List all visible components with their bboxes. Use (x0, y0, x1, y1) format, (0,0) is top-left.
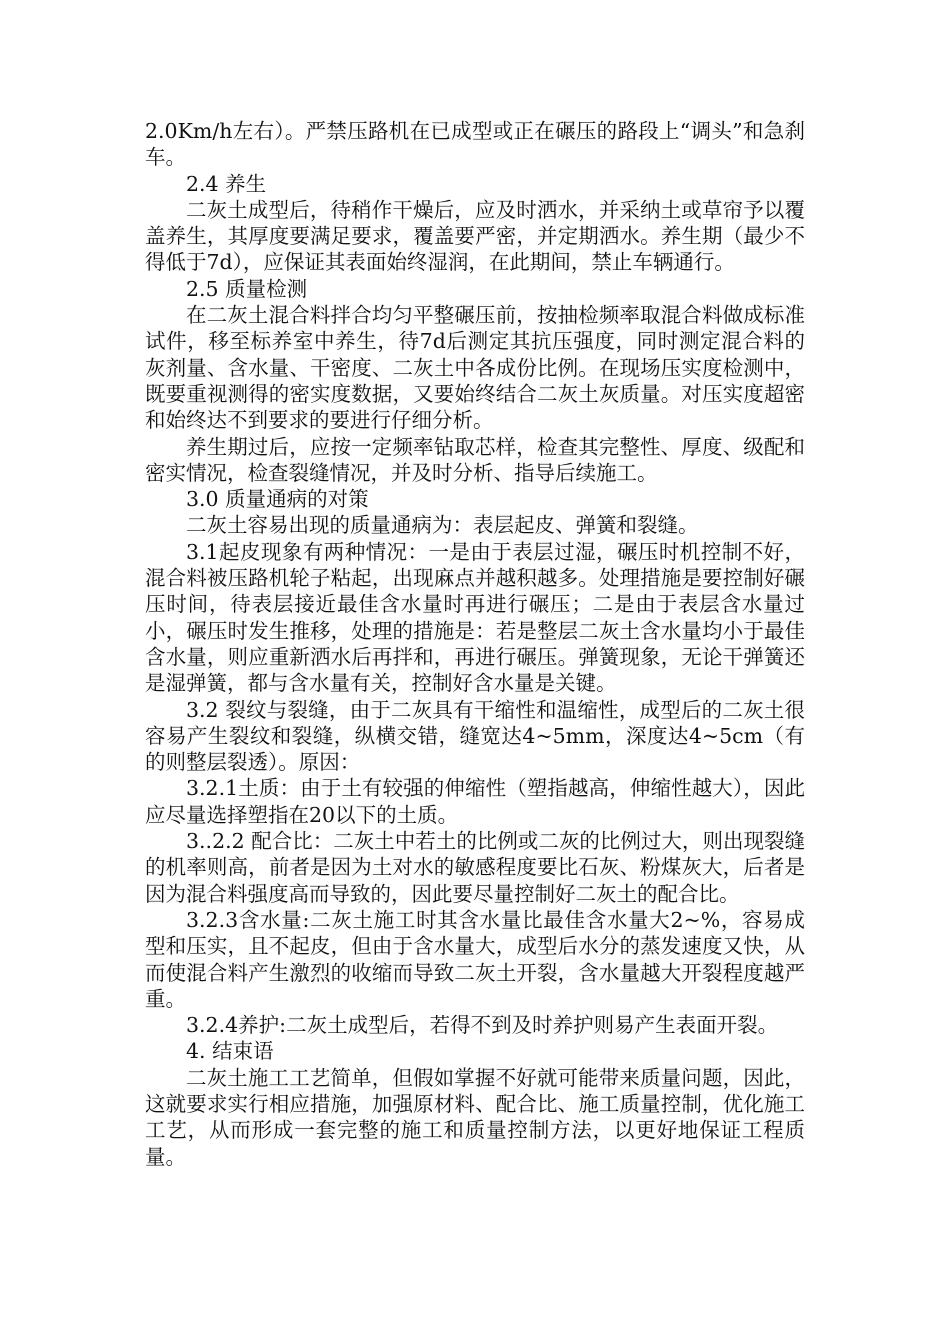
paragraph-maintenance: 3.2.4养护:二灰土成型后，若得不到及时养护则易产生表面开裂。 (186, 1013, 779, 1038)
paragraph-quality-test: 在二灰土混合料拌合均匀平整碾压前，按抽检频率取混合料做成标准试件，移至标养室中养生，待7d后测定其抗压强度，同时测定混合料的灰剂量、含水量、干密度、二灰土中各成份比例。在现场压实度检测中，既要重视测得的密实度数据，又要始终结合二灰土灰质量。对压实度超密和始终达不到要求的要进行仔细分析。 (145, 303, 805, 433)
paragraph-water-content: 3.2.3含水量:二灰土施工时其含水量比最佳含水量大2~%，容易成型和压实，且不起皮，但由于含水量大，成型后水分的蒸发速度又快，从而使混合料产生激烈的收缩而导致二灰土开裂，含水量越大开裂程度越严重。 (145, 907, 805, 1011)
paragraph-common-defects: 二灰土容易出现的质量通病为：表层起皮、弹簧和裂缝。 (186, 513, 699, 538)
paragraph-core-sampling: 养生期过后，应按一定频率钻取芯样，检查其完整性、厚度、级配和密实情况，检查裂缝情况，并及时分析、指导后续施工。 (145, 434, 805, 485)
section-heading-3-0: 3.0 质量通病的对策 (186, 487, 369, 512)
paragraph-soil: 3.2.1土质：由于土有较强的伸缩性（塑指越高，伸缩性越大），因此应尽量选择塑指在20以下的土质。 (145, 776, 805, 827)
document-page (145, 118, 805, 1170)
section-heading-2-4: 2.4 养生 (186, 171, 267, 196)
paragraph-cracks: 3.2 裂纹与裂缝，由于二灰具有干缩性和温缩性，成型后的二灰土很容易产生裂纹和裂缝，纵横交错，缝宽达4~5mm，深度达4~5cm（有的则整层裂透）。原因： (145, 697, 805, 775)
paragraph-mix-ratio: 3..2.2 配合比：二灰土中若土的比例或二灰的比例过大，则出现裂缝的机率则高，前者是因为土对水的敏感程度要比石灰、粉煤灰大，后者是因为混合料强度高而导致的，因此要尽量控制好二灰土的配合比。 (145, 829, 805, 906)
paragraph-conclusion: 二灰土施工工艺简单，但假如掌握不好就可能带来质量问题，因此，这就要求实行相应措施，加强原材料、配合比、施工质量控制，优化施工工艺，从而形成一套完整的施工和质量控制方法，以更好地保证工程质量。 (145, 1065, 805, 1169)
paragraph-curing: 二灰土成型后，待稍作干燥后，应及时洒水，并采纳土或草帘予以覆盖养生，其厚度要满足要求，覆盖要严密，并定期洒水。养生期（最少不得低于7d），应保证其表面始终湿润，在此期间，禁止车辆通行。 (145, 197, 805, 275)
paragraph-continuation: 2.0Km/h左右）。严禁压路机在已成型或正在碾压的路段上“调头”和急刹车。 (145, 119, 805, 170)
section-heading-4: 4. 结束语 (186, 1039, 274, 1064)
section-heading-2-5: 2.5 质量检测 (186, 276, 308, 301)
paragraph-peeling: 3.1起皮现象有两种情况：一是由于表层过湿，碾压时机控制不好，混合料被压路机轮子粘起，出现麻点并越积越多。处理措施是要控制好碾压时间，待表层接近最佳含水量时再进行碾压；二是由于表层含水量过小，碾压时发生推移，处理的措施是：若是整层二灰土含水量均小于最佳含水量，则应重新洒水后再拌和，再进行碾压。弹簧现象，无论干弹簧还是湿弹簧，都与含水量有关，控制好含水量是关键。 (145, 539, 805, 696)
